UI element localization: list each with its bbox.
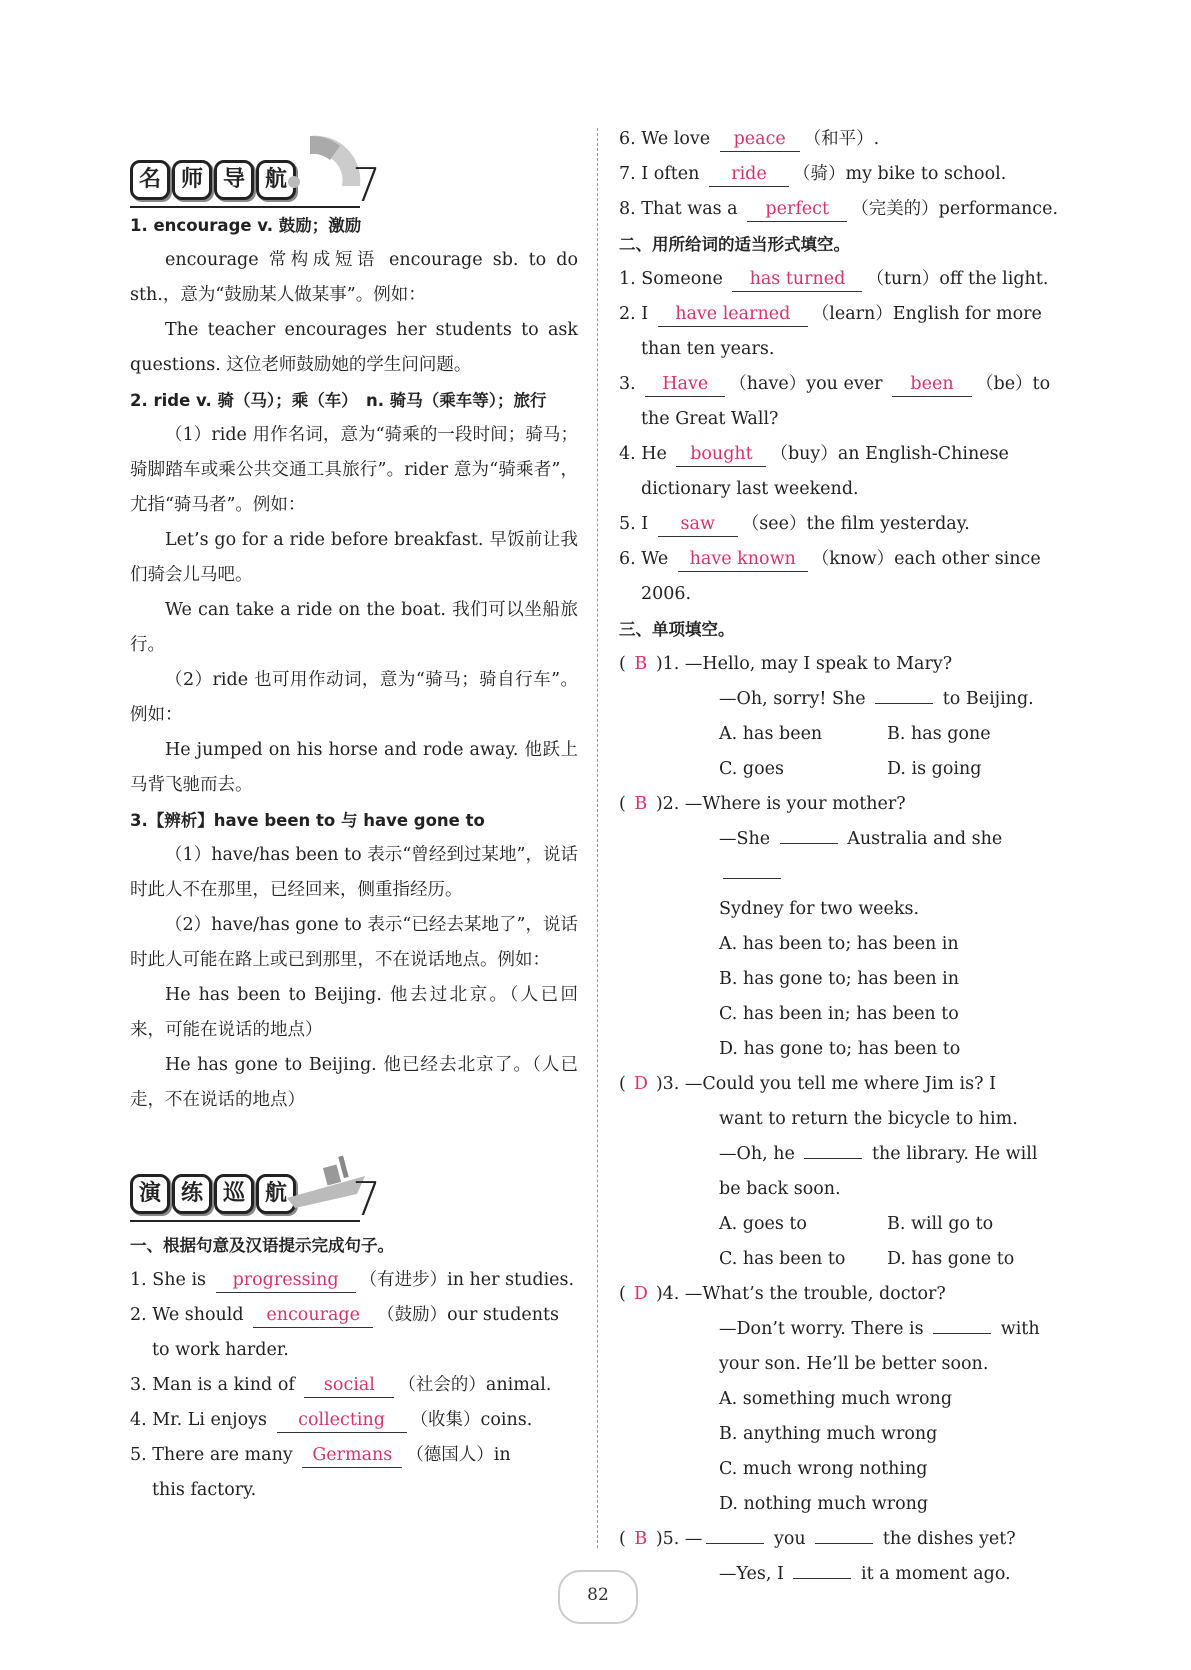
- answer-blank: have learned: [658, 302, 808, 327]
- answer-key: B: [634, 794, 648, 814]
- seven-glyph: 7: [352, 1172, 382, 1226]
- answer-blank: [706, 1523, 764, 1544]
- fill-line: 4. Mr. Li enjoys collecting （收集）coins.: [130, 1403, 578, 1438]
- mc-option: D. is going: [887, 759, 982, 779]
- mc-question-line: —Yes, I it a moment ago.: [619, 1557, 1067, 1592]
- guide-paragraph: encourage 常构成短语 encourage sb. to do sth.，意为“鼓励某人做某事”。例如：: [130, 250, 578, 305]
- mc-question: [619, 1277, 1067, 1522]
- fill-item: [619, 542, 1067, 612]
- fill-line: 5. There are many Germans （德国人）in: [130, 1438, 578, 1473]
- section2-items: [619, 262, 1067, 612]
- guide-banner-char: 导: [214, 160, 254, 200]
- answer-blank: collecting: [277, 1408, 407, 1433]
- guide-item: [130, 803, 578, 1118]
- guide-item: [130, 208, 578, 383]
- fill-continuation: 2006.: [641, 584, 692, 604]
- guide-paragraph: Let’s go for a ride before breakfast. 早饭前让我们骑会儿马吧。: [130, 530, 578, 585]
- mc-option: A. goes to: [719, 1214, 807, 1234]
- answer-blank: been: [892, 372, 972, 397]
- answer-blank: bought: [676, 442, 766, 467]
- mc-question-line: —Oh, sorry! She to Beijing.: [619, 682, 1067, 717]
- mc-option: A. something much wrong: [719, 1389, 953, 1409]
- fill-line: 4. He bought （buy）an English-Chinese: [619, 437, 1067, 472]
- mc-option: C. has been in; has been to: [719, 1004, 959, 1024]
- mc-option: B. has gone: [887, 724, 991, 744]
- mc-option-row: [619, 1207, 1067, 1242]
- fill-line: 6. We have known （know）each other since: [619, 542, 1067, 577]
- left-column: [130, 118, 578, 1508]
- section3-title: 三、单项填空。: [619, 620, 735, 639]
- mc-question-line: ( D )4. —What’s the trouble, doctor?: [619, 1277, 1067, 1312]
- guide-item-title: 1. encourage v. 鼓励；激励: [130, 216, 362, 235]
- fill-line: 2. We should encourage （鼓励）our students: [130, 1298, 578, 1333]
- fill-continuation: than ten years.: [641, 339, 775, 359]
- answer-blank: [804, 1138, 862, 1159]
- mc-option-row: [619, 717, 1067, 752]
- practice-rule: [130, 1220, 360, 1222]
- answer-blank: ride: [709, 162, 789, 187]
- fill-line: 1. Someone has turned （turn）off the light.: [619, 262, 1067, 297]
- answer-blank: [793, 1558, 851, 1579]
- fill-line: 7. I often ride （骑）my bike to school.: [619, 157, 1067, 192]
- answer-key: B: [634, 654, 648, 674]
- mc-option: C. goes: [719, 759, 784, 779]
- mc-option-row: [619, 1242, 1067, 1277]
- answer-blank: Have: [645, 372, 725, 397]
- mc-question-line: your son. He’ll be better soon.: [719, 1354, 989, 1374]
- mc-option: D. nothing much wrong: [719, 1494, 929, 1514]
- practice-banner-char: 巡: [214, 1174, 254, 1214]
- guide-banner: [130, 118, 578, 212]
- mc-option: D. has gone to: [887, 1249, 1015, 1269]
- fill-line: 2. I have learned （learn）English for more: [619, 297, 1067, 332]
- fill-item: [619, 297, 1067, 367]
- mc-question-line: —Don’t worry. There is with: [619, 1312, 1067, 1347]
- fill-item: [130, 1403, 578, 1438]
- answer-blank: perfect: [747, 197, 847, 222]
- fill-item: [619, 437, 1067, 507]
- fill-continuation: to work harder.: [152, 1340, 289, 1360]
- guide-paragraph: （2）have/has gone to 表示“已经去某地了”，说话时此人可能在路上或已到那里，不在说话地点。例如：: [130, 915, 578, 970]
- fill-item: [130, 1263, 578, 1298]
- mc-question-line: be back soon.: [719, 1179, 841, 1199]
- guide-item-title: 2. ride v. 骑（马）；乘（车） n. 骑马（乘车等）；旅行: [130, 391, 547, 410]
- guide-banner-char: 航: [256, 160, 296, 200]
- mc-question-line: —Oh, he the library. He will: [619, 1137, 1067, 1172]
- fill-item: [619, 367, 1067, 437]
- guide-item-title: 3.【辨析】have been to 与 have gone to: [130, 811, 485, 830]
- answer-key: D: [633, 1284, 648, 1304]
- mc-option-row: [619, 752, 1067, 787]
- guide-banner-char: 名: [130, 160, 170, 200]
- mc-question-line: ( B )5. — you the dishes yet?: [619, 1522, 1067, 1557]
- mc-option: B. has gone to; has been in: [719, 969, 960, 989]
- mc-question-line: ( D )3. —Could you tell me where Jim is? I: [619, 1067, 1067, 1102]
- mc-question: [619, 787, 1067, 1067]
- guide-item: [130, 383, 578, 803]
- practice-banner-char: 练: [172, 1174, 212, 1214]
- mc-option: D. has gone to; has been to: [719, 1039, 961, 1059]
- practice-banner-char: 航: [256, 1174, 296, 1214]
- mc-question: [619, 1522, 1067, 1592]
- answer-blank: [780, 823, 838, 844]
- guide-paragraph: He has been to Beijing. 他去过北京。（人已回来，可能在说话的地点）: [130, 985, 578, 1040]
- fill-item: [619, 192, 1067, 227]
- fill-item: [130, 1298, 578, 1368]
- fill-continuation: dictionary last weekend.: [641, 479, 859, 499]
- answer-blank: [815, 1523, 873, 1544]
- fill-continuation: the Great Wall?: [641, 409, 779, 429]
- guide-paragraph: We can take a ride on the boat. 我们可以坐船旅行。: [130, 600, 578, 655]
- answer-blank: have known: [678, 547, 808, 572]
- guide-paragraph: （1）ride 用作名词，意为“骑乘的一段时间；骑马；骑脚踏车或乘公共交通工具旅行”。rider 意为“骑乘者”，尤指“骑马者”。例如：: [130, 425, 578, 515]
- fill-item: [130, 1438, 578, 1508]
- fill-item: [619, 507, 1067, 542]
- section1-left-items: [130, 1263, 578, 1508]
- mc-question-line: want to return the bicycle to him.: [719, 1109, 1018, 1129]
- fill-line: 3. Man is a kind of social （社会的）animal.: [130, 1368, 578, 1403]
- guide-badge: [130, 160, 296, 200]
- mc-question-line: ( B )2. —Where is your mother?: [619, 787, 1067, 822]
- section2-title: 二、用所给词的适当形式填空。: [619, 235, 850, 254]
- mc-question: [619, 647, 1067, 787]
- answer-key: D: [633, 1074, 648, 1094]
- mc-question: [619, 1067, 1067, 1277]
- answer-blank: [933, 1313, 991, 1334]
- answer-blank: [875, 683, 933, 704]
- page-number: 82: [558, 1570, 638, 1624]
- fill-line: 8. That was a perfect （完美的）performance.: [619, 192, 1067, 227]
- fill-item: [619, 157, 1067, 192]
- mc-option: A. has been: [719, 724, 823, 744]
- mc-question-line: ( B )1. —Hello, may I speak to Mary?: [619, 647, 1067, 682]
- guide-paragraph: （2）ride 也可用作动词，意为“骑马；骑自行车”。例如：: [130, 670, 578, 725]
- section3-items: [619, 647, 1067, 1592]
- practice-banner-char: 演: [130, 1174, 170, 1214]
- practice-badge: [130, 1174, 296, 1214]
- guide-paragraph: The teacher encourages her students to ask questions. 这位老师鼓励她的学生问问题。: [130, 320, 578, 375]
- practice-banner: [130, 1132, 578, 1226]
- answer-blank: [723, 858, 781, 879]
- fill-line: 5. I saw （see）the film yesterday.: [619, 507, 1067, 542]
- fill-item: [619, 262, 1067, 297]
- fill-item: [619, 122, 1067, 157]
- answer-blank: encourage: [253, 1303, 373, 1328]
- mc-option: C. much wrong nothing: [719, 1459, 928, 1479]
- guide-rule: [130, 206, 360, 208]
- fill-line: 1. She is progressing （有进步）in her studies.: [130, 1263, 578, 1298]
- mc-option: B. will go to: [887, 1214, 994, 1234]
- seven-glyph: 7: [352, 158, 382, 212]
- mc-option: A. has been to; has been in: [719, 934, 959, 954]
- guide-paragraph: （1）have/has been to 表示“曾经到过某地”，说话时此人不在那里，已经回来，侧重指经历。: [130, 845, 578, 900]
- guide-paragraph: He jumped on his horse and rode away. 他跃上马背飞驰而去。: [130, 740, 578, 795]
- right-column: [619, 122, 1067, 1592]
- answer-key: B: [634, 1529, 648, 1549]
- answer-blank: Germans: [302, 1443, 402, 1468]
- section1-right-items: [619, 122, 1067, 227]
- guide-banner-char: 师: [172, 160, 212, 200]
- fill-line: 3. Have （have）you ever been （be）to: [619, 367, 1067, 402]
- column-divider: [597, 128, 598, 1548]
- answer-blank: progressing: [216, 1268, 356, 1293]
- mc-question-line: Sydney for two weeks.: [719, 899, 920, 919]
- fill-line: 6. We love peace （和平）.: [619, 122, 1067, 157]
- mc-option: B. anything much wrong: [719, 1424, 938, 1444]
- section1-title: 一、根据句意及汉语提示完成句子。: [130, 1236, 394, 1255]
- answer-blank: has turned: [732, 267, 862, 292]
- answer-blank: social: [304, 1373, 394, 1398]
- mc-question-line: —She Australia and she: [619, 822, 1067, 892]
- answer-blank: peace: [720, 127, 800, 152]
- fill-item: [130, 1368, 578, 1403]
- guide-paragraph: He has gone to Beijing. 他已经去北京了。（人已走，不在说话的地点）: [130, 1055, 578, 1110]
- mc-option: C. has been to: [719, 1249, 846, 1269]
- answer-blank: saw: [658, 512, 738, 537]
- fill-continuation: this factory.: [152, 1480, 257, 1500]
